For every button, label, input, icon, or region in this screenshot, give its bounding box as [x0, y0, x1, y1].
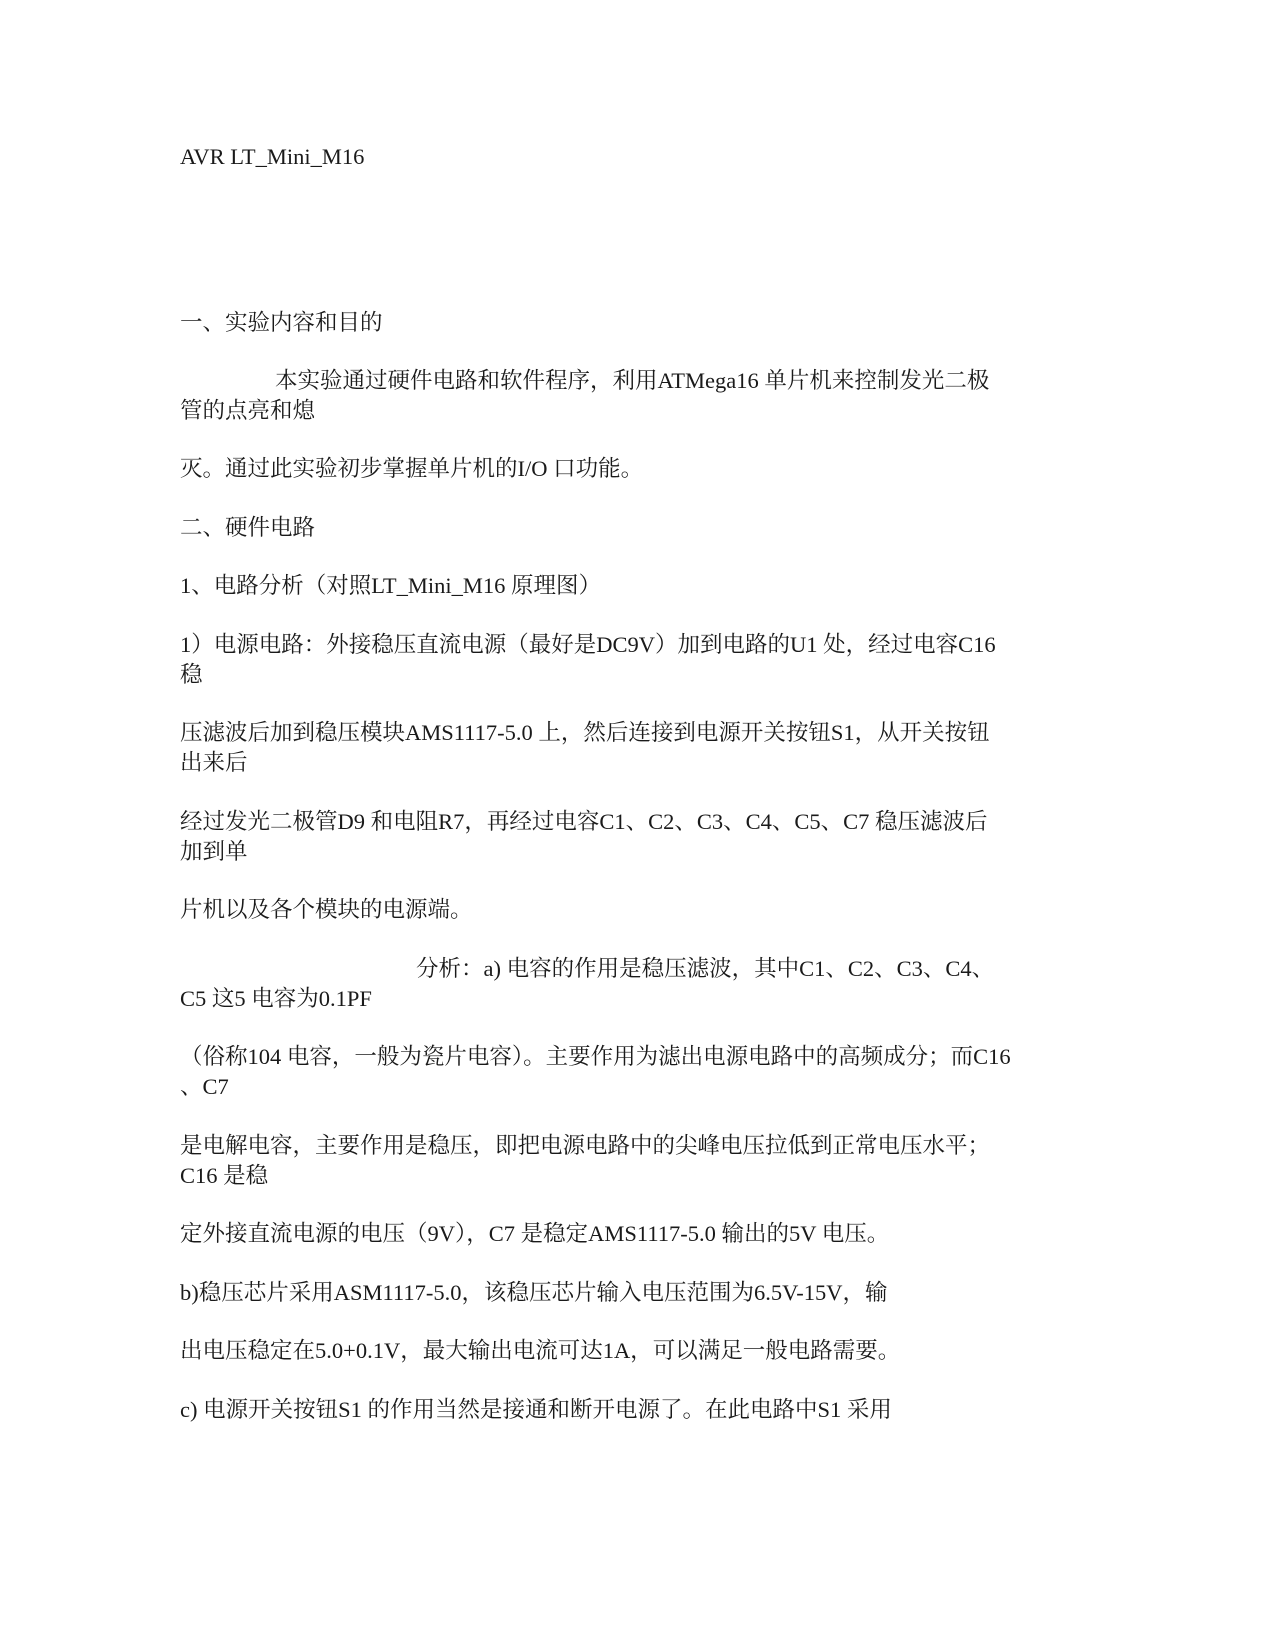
- paragraph-line: 出电压稳定在5.0+0.1V，最大输出电流可达1A，可以满足一般电路需要。: [180, 1338, 901, 1363]
- paragraph-line: b)稳压芯片采用ASM1117-5.0，该稳压芯片输入电压范围为6.5V-15V，输: [180, 1280, 888, 1305]
- section-heading: 一、实验内容和目的: [180, 310, 383, 335]
- paragraph-line: 片机以及各个模块的电源端。: [180, 897, 473, 922]
- section-heading: 二、硬件电路: [180, 515, 316, 540]
- paragraph-line: 压滤波后加到稳压模块AMS1117-5.0 上，然后连接到电源开关按钮S1，从开关按钮: [180, 720, 990, 745]
- paragraph-line: 稳: [180, 662, 203, 687]
- document-title: AVR LT_Mini_M16: [180, 144, 365, 169]
- paragraph-line: C16 是稳: [180, 1163, 269, 1188]
- paragraph-line: 1）电源电路：外接稳压直流电源（最好是DC9V）加到电路的U1 处，经过电容C16: [180, 632, 996, 657]
- paragraph-line: 加到单: [180, 839, 248, 864]
- paragraph-line: 、C7: [180, 1074, 229, 1099]
- paragraph-line: c) 电源开关按钮S1 的作用当然是接通和断开电源了。在此电路中S1 采用: [180, 1397, 892, 1422]
- subsection-heading: 1、电路分析（对照LT_Mini_M16 原理图）: [180, 573, 602, 598]
- paragraph-line: C5 这5 电容为0.1PF: [180, 986, 372, 1011]
- paragraph-line: 灭。通过此实验初步掌握单片机的I/O 口功能。: [180, 456, 644, 481]
- paragraph-line: 定外接直流电源的电压（9V），C7 是稳定AMS1117-5.0 输出的5V 电压。: [180, 1221, 890, 1246]
- paragraph-line: 管的点亮和熄: [180, 398, 316, 423]
- paragraph-line: 是电解电容，主要作用是稳压，即把电源电路中的尖峰电压拉低到正常电压水平；: [180, 1133, 991, 1158]
- paragraph-line: 分析：a) 电容的作用是稳压滤波，其中C1、C2、C3、C4、: [416, 956, 995, 981]
- paragraph-line: 本实验通过硬件电路和软件程序，利用ATMega16 单片机来控制发光二极: [275, 368, 990, 393]
- paragraph-line: 出来后: [180, 750, 248, 775]
- paragraph-line: （俗称104 电容，一般为瓷片电容）。主要作用为滤出电源电路中的高频成分；而C16: [180, 1044, 1011, 1069]
- paragraph-line: 经过发光二极管D9 和电阻R7，再经过电容C1、C2、C3、C4、C5、C7 稳压滤波后: [180, 809, 988, 834]
